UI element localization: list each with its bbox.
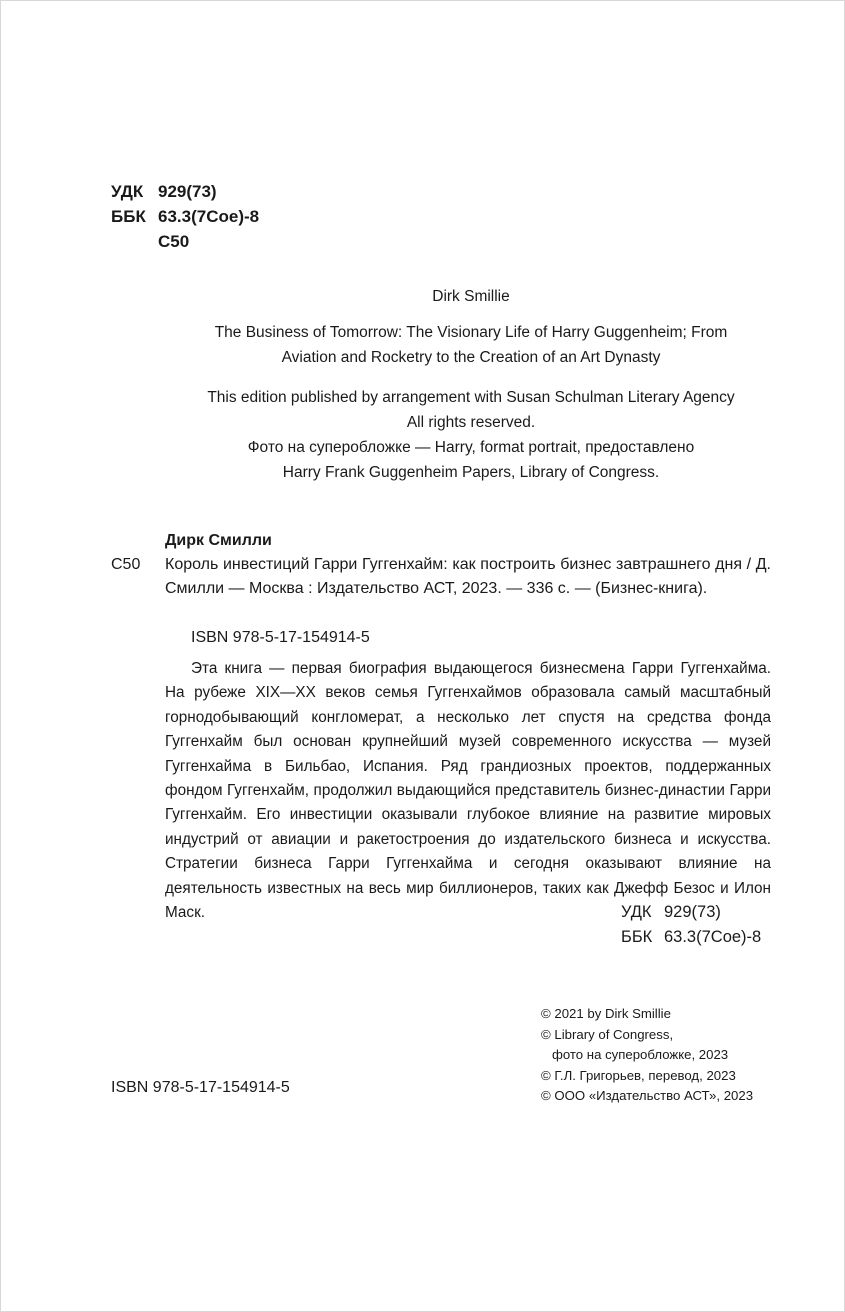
bbk-row-bottom bbox=[621, 925, 761, 950]
author-sign: С50 bbox=[158, 232, 190, 251]
bbk-value: 63.3(7Сое)-8 bbox=[158, 207, 260, 226]
udk-label-bottom: УДК bbox=[621, 903, 652, 921]
author-heading: Дирк Смилли bbox=[165, 532, 272, 549]
classification-codes-top bbox=[111, 179, 259, 254]
publication-notice bbox=[161, 385, 781, 435]
copyright-line-4: © Г.Л. Григорьев, перевод, 2023 bbox=[541, 1067, 736, 1083]
original-title-line-1: The Business of Tomorrow: The Visionary Life of Harry Guggenheim; From bbox=[214, 324, 728, 341]
udk-label: УДК bbox=[111, 182, 144, 201]
author-sign-row bbox=[111, 229, 259, 254]
original-title bbox=[161, 320, 781, 370]
cover-photo-credit bbox=[161, 435, 781, 485]
udk-row bbox=[111, 179, 259, 204]
bbk-label-bottom: ББК bbox=[621, 928, 653, 946]
annotation: Эта книга — первая биография выдающегося бизнесмена Гарри Гуггенхайма. На рубеже XIX—XX веков семья Гуггенхаймов образовала самый масштабный горнодобывающий конгломерат, а несколько лет спустя на средства фонда Гуггенхайм был основан крупнейший музей современного искусства — музей Гуггенхайма в Бильбао, Испания. Ряд грандиозных проектов, поддержанных фондом Гуггенхайм, продолжил выдающийся представитель бизнес-династии Гарри Гуггенхайм. Его инвестиции оказывали глубокое влияние на развитие мировых индустрий от авиации и ракетостроения до издательского бизнеса и искусства. Стратегии бизнеса Гарри Гуггенхайма и сегодня оказывают влияние на деятельность известных на весь мир биллионеров, таких как Джефф Безос и Илон Маск. bbox=[165, 660, 771, 922]
udk-value: 929(73) bbox=[158, 182, 217, 201]
bbk-value-bottom: 63.3(7Сое)-8 bbox=[664, 928, 762, 946]
udk-row-bottom bbox=[621, 900, 761, 925]
cover-photo-credit-line-2: Harry Frank Guggenheim Papers, Library of Congress. bbox=[282, 464, 660, 481]
copyright-line-5: © ООО «Издательство АСТ», 2023 bbox=[541, 1088, 754, 1103]
bbk-row bbox=[111, 204, 259, 229]
cover-photo-credit-line-1: Фото на суперобложке — Harry, format portrait, предоставлено bbox=[247, 439, 695, 456]
udk-value-bottom: 929(73) bbox=[664, 903, 721, 921]
copyright-notices bbox=[541, 1004, 753, 1107]
copyright-line-3: фото на суперобложке, 2023 bbox=[552, 1047, 729, 1062]
classification-codes-bottom bbox=[621, 900, 761, 950]
isbn-record: ISBN 978-5-17-154914-5 bbox=[191, 629, 370, 646]
publication-notice-line-2: All rights reserved. bbox=[406, 414, 536, 431]
bibliographic-description: Король инвестиций Гарри Гуггенхайм: как построить бизнес завтрашнего дня / Д. Смилли — Москва : Издательство АСТ, 2023. — 336 с. — (Бизнес-книга). bbox=[165, 556, 771, 598]
side-author-sign: С50 bbox=[111, 556, 141, 573]
bbk-label: ББК bbox=[111, 207, 146, 226]
publication-notice-line-1: This edition published by arrangement with Susan Schulman Literary Agency bbox=[207, 389, 735, 406]
copyright-line-1: © 2021 by Dirk Smillie bbox=[541, 1006, 671, 1021]
original-author: Dirk Smillie bbox=[432, 288, 510, 305]
copyright-line-2: © Library of Congress, bbox=[541, 1026, 674, 1042]
original-title-line-2: Aviation and Rocketry to the Creation of an Art Dynasty bbox=[281, 349, 661, 366]
isbn-bottom: ISBN 978-5-17-154914-5 bbox=[111, 1079, 290, 1096]
